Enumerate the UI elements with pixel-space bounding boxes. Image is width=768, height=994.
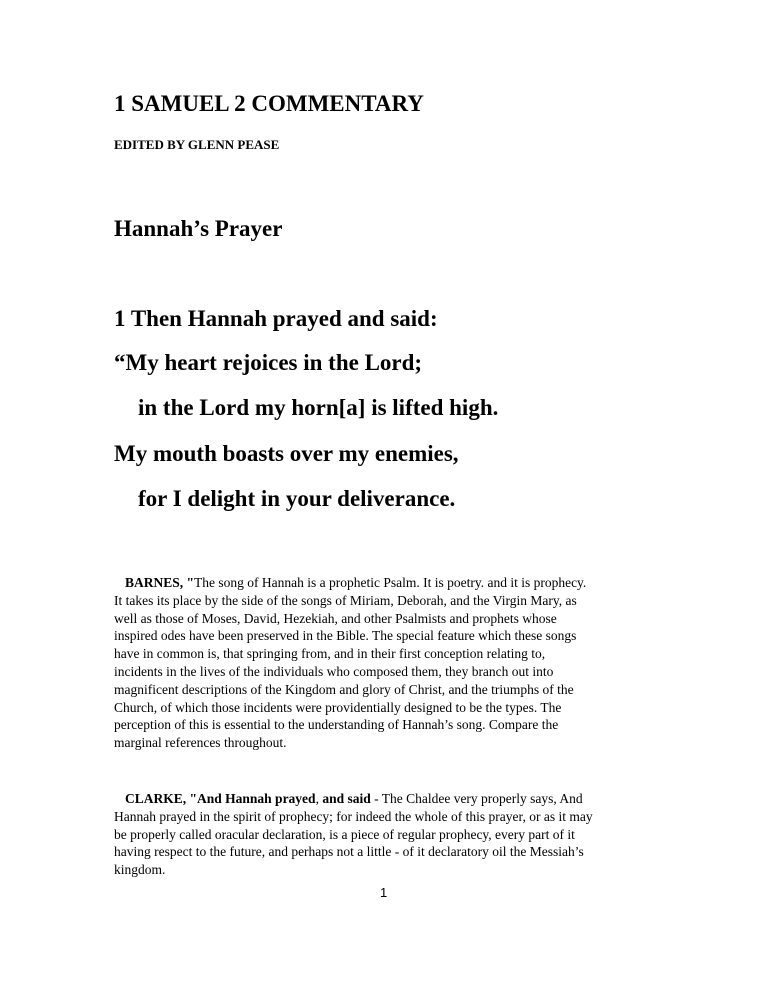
commentary-line: It takes its place by the side of the songs of Miriam, Deborah, and the Virgin Mary, as <box>114 592 577 608</box>
commentary-line: well as those of Moses, David, Hezekiah, and other Psalmists and prophets whose <box>114 610 557 626</box>
commentary-line: kingdom. <box>114 862 166 878</box>
section-heading: Hannah’s Prayer <box>114 216 283 241</box>
verse-line: in the Lord my horn[a] is lifted high. <box>138 395 499 420</box>
commentator-name: BARNES, " <box>125 575 195 590</box>
quoted-phrase: and said <box>322 791 371 806</box>
commentary-line: inspired odes have been preserved in the Bible. The special feature which these songs <box>114 628 577 644</box>
commentary-line: have in common is, that springing from, and in their first conception relating to, <box>114 646 546 662</box>
commentary-text: - The Chaldee very properly says, And <box>370 791 583 806</box>
document-title: 1 SAMUEL 2 COMMENTARY <box>114 91 424 116</box>
commentator-name: CLARKE, " <box>125 791 198 806</box>
phrase-separator: , <box>315 791 323 806</box>
commentary-line: be properly called oracular declaration, is a piece of regular prophecy, every part of it <box>114 826 575 842</box>
commentary-line: Hannah prayed in the spirit of prophecy; for indeed the whole of this prayer, or as it may <box>114 808 593 824</box>
commentary-line: marginal references throughout. <box>114 735 287 751</box>
commentary-text: The song of Hannah is a prophetic Psalm. It is poetry. and it is prophecy. <box>194 575 587 590</box>
editor-credit: EDITED BY GLENN PEASE <box>114 137 280 152</box>
verse-line: “My heart rejoices in the Lord; <box>114 350 423 375</box>
verse-line: for I delight in your deliverance. <box>138 486 456 511</box>
clarke-commentary <box>114 790 654 879</box>
quoted-phrase: And Hannah prayed <box>197 791 316 806</box>
verse-line: 1 Then Hannah prayed and said: <box>114 306 438 331</box>
commentary-line: Church, of which those incidents were providentially designed to be the types. The <box>114 699 562 715</box>
commentary-line: perception of this is essential to the understanding of Hannah’s song. Compare the <box>114 717 559 733</box>
commentary-line: magnificent descriptions of the Kingdom and glory of Christ, and the triumphs of the <box>114 681 574 697</box>
barnes-commentary <box>114 574 654 752</box>
commentary-line: incidents in the lives of the individuals who composed them, they branch out into <box>114 663 554 679</box>
commentary-line: having respect to the future, and perhaps not a little - of it declaratory oil the Messiah’s <box>114 844 584 860</box>
verse-line: My mouth boasts over my enemies, <box>114 441 459 466</box>
page-number: 1 <box>380 885 388 900</box>
